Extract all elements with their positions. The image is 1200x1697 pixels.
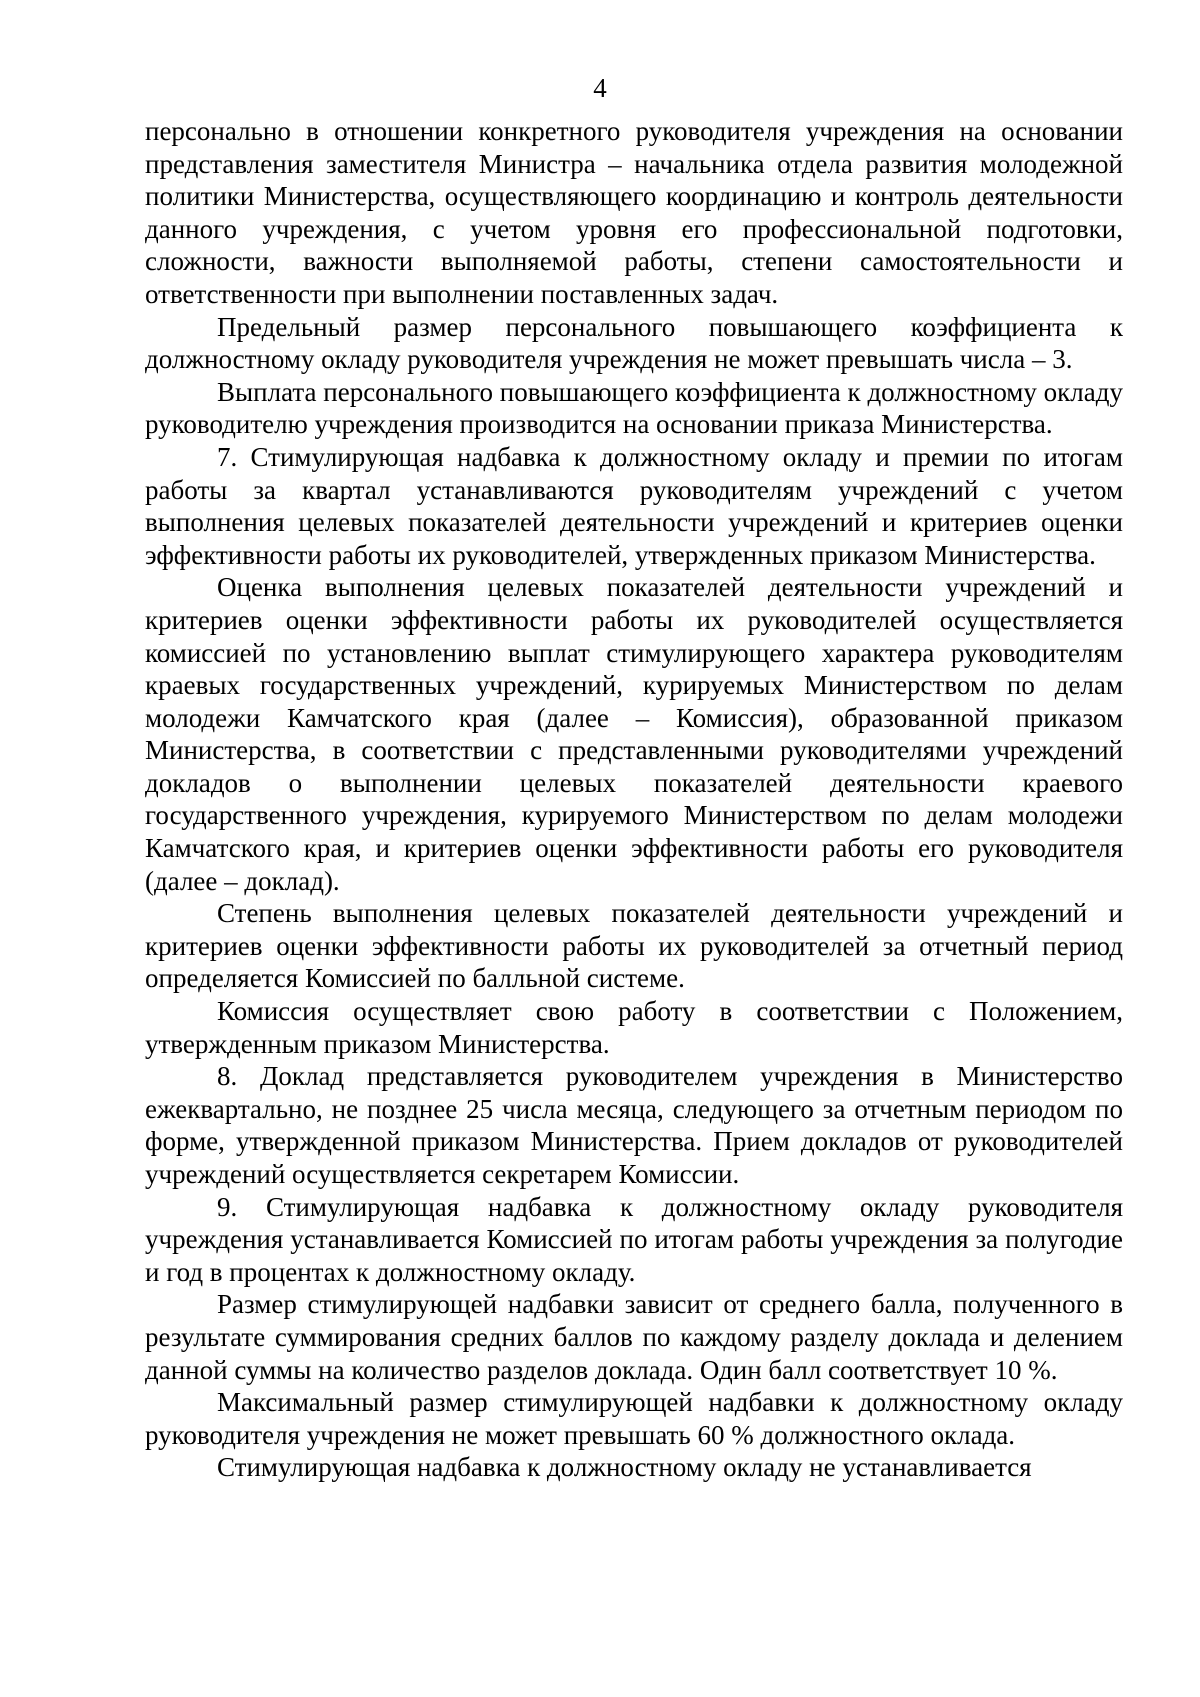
paragraph: 8. Доклад представляется руководителем учреждения в Министерство ежеквартально, не позднее 25 числа месяца, следующего за отчетным периодом по форме, утвержденной приказом Министерства. Прием докладов от руководителей учреждений осуществляется секретарем Комиссии. [145, 1061, 1123, 1189]
document-body [145, 115, 1123, 1484]
paragraph: Оценка выполнения целевых показателей деятельности учреждений и критериев оценки эффективности работы их руководителей осуществляется комиссией по установлению выплат стимулирующего характера руководителям краевых государственных учреждений, курируемых Министерством по делам молодежи Камчатского края (далее – Комиссия), образованной приказом Министерства, в соответствии с представленными руководителями учреждений докладов о выполнении целевых показателей деятельности краевого государственного учреждения, курируемого Министерством по делам молодежи Камчатского края, и критериев оценки эффективности работы его руководителя (далее – доклад). [145, 572, 1123, 896]
paragraph: Размер стимулирующей надбавки зависит от среднего балла, полученного в результате суммирования средних баллов по каждому разделу доклада и делением данной суммы на количество разделов доклада. Один балл соответствует 10 %. [145, 1289, 1123, 1385]
paragraph: Выплата персонального повышающего коэффициента к должностному окладу руководителю учреждения производится на основании приказа Министерства. [145, 376, 1123, 440]
paragraph: Комиссия осуществляет свою работу в соответствии с Положением, утвержденным приказом Министерства. [145, 996, 1123, 1059]
paragraph: 9. Стимулирующая надбавка к должностному окладу руководителя учреждения устанавливается Комиссией по итогам работы учреждения за полугодие и год в процентах к должностному окладу. [145, 1191, 1123, 1287]
paragraph: 7. Стимулирующая надбавка к должностному окладу и премии по итогам работы за квартал устанавливаются руководителям учреждений с учетом выполнения целевых показателей деятельности учреждений и критериев оценки эффективности работы их руководителей, утвержденных приказом Министерства. [145, 441, 1123, 570]
paragraph: Степень выполнения целевых показателей деятельности учреждений и критериев оценки эффективности работы их руководителей за отчетный период определяется Комиссией по балльной системе. [145, 898, 1123, 994]
paragraph: Максимальный размер стимулирующей надбавки к должностному окладу руководителя учреждения не может превышать 60 % должностного оклада. [145, 1387, 1123, 1450]
paragraph: Предельный размер персонального повышающего коэффициента к должностному окладу руководителя учреждения не может превышать числа – 3. [145, 311, 1123, 375]
paragraph: персонально в отношении конкретного руководителя учреждения на основании представления заместителя Министра – начальника отдела развития молодежной политики Министерства, осуществляющего координацию и контроль деятельности данного учреждения, с учетом уровня его профессиональной подготовки, сложности, важности выполняемой работы, степени самостоятельности и ответственности при выполнении поставленных задач. [145, 116, 1123, 309]
paragraph: Стимулирующая надбавка к должностному окладу не устанавливается [217, 1452, 1032, 1483]
page-number: 4 [593, 73, 607, 103]
